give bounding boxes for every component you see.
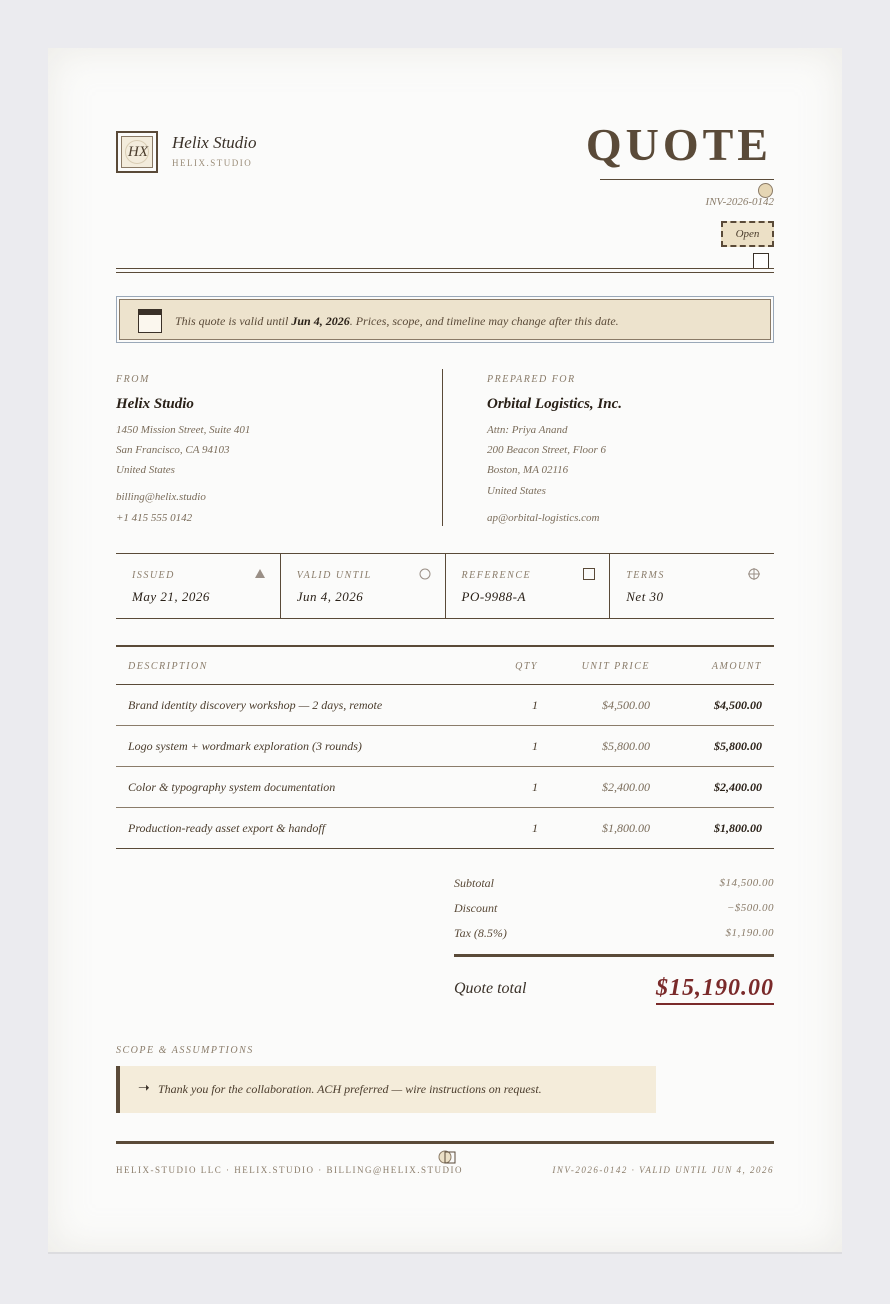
meta-reference: REFERENCE PO-9988-A	[446, 554, 611, 618]
footer-mark-icon	[438, 1150, 456, 1164]
footer-reference: INV-2026-0142 · VALID UNTIL JUN 4, 2026	[552, 1165, 774, 1175]
grand-total-label: Quote total	[454, 980, 527, 997]
table-row: Production-ready asset export & handoff 1 $1,800.00 $1,800.00	[116, 808, 774, 849]
footer-company: HELIX-STUDIO LLC · HELIX.STUDIO · BILLING@HELIX.STUDIO	[116, 1165, 463, 1175]
quote-page	[48, 48, 842, 1252]
square-icon	[583, 568, 595, 580]
grand-total-value: $15,190.00	[656, 973, 774, 1005]
title-rule	[600, 179, 774, 180]
header-divider	[116, 268, 774, 273]
notice-text: This quote is valid until Jun 4, 2026. Prices, scope, and timeline may change after this date.	[175, 314, 619, 328]
col-amount: AMOUNT	[711, 661, 762, 672]
scope-text: Thank you for the collaboration. ACH preferred — wire instructions on request.	[158, 1082, 542, 1096]
table-row: Logo system + wordmark exploration (3 rounds) 1 $5,800.00 $5,800.00	[116, 726, 774, 767]
from-name: Helix Studio	[116, 396, 194, 412]
from-email[interactable]: billing@helix.studio	[116, 491, 206, 503]
scope-note	[116, 1066, 656, 1113]
col-unit-price: UNIT PRICE	[581, 661, 650, 672]
validity-notice	[116, 296, 774, 343]
table-row: Brand identity discovery workshop — 2 days, remote 1 $4,500.00 $4,500.00	[116, 685, 774, 726]
quote-meta	[116, 553, 774, 619]
status-badge[interactable]: Open	[721, 221, 774, 247]
to-name: Orbital Logistics, Inc.	[487, 396, 623, 412]
document-number: INV-2026-0142	[705, 196, 774, 208]
col-qty: QTY	[515, 661, 538, 672]
to-label: PREPARED FOR	[487, 374, 576, 385]
tax-label: Tax (8.5%)	[454, 926, 507, 940]
from-contact	[116, 487, 206, 528]
footer-rule	[116, 1141, 774, 1144]
calendar-icon	[138, 309, 162, 333]
col-description: DESCRIPTION	[128, 661, 208, 672]
document-title: QUOTE	[585, 119, 772, 170]
to-email[interactable]: ap@orbital-logistics.com	[487, 512, 600, 524]
line-items-table	[116, 645, 774, 849]
party-divider	[442, 369, 443, 526]
scope-title: SCOPE & ASSUMPTIONS	[116, 1045, 254, 1056]
crosshair-icon	[748, 568, 760, 580]
brand-monogram: HX	[128, 144, 148, 160]
subtotal-label: Subtotal	[454, 876, 495, 890]
arrow-right-icon: ➝	[138, 1080, 150, 1096]
discount-value: −$500.00	[726, 902, 774, 914]
meta-valid-until: VALID UNTIL Jun 4, 2026	[281, 554, 446, 618]
meta-issued: ISSUED May 21, 2026	[116, 554, 281, 618]
circle-icon	[419, 568, 431, 580]
brand-domain: HELIX.STUDIO	[172, 158, 253, 168]
table-row: Color & typography system documentation 1 $2,400.00 $2,400.00	[116, 767, 774, 808]
select-checkbox[interactable]	[753, 253, 769, 269]
brand-name: Helix Studio	[172, 133, 257, 152]
notice-date: Jun 4, 2026	[291, 314, 350, 328]
to-address: Attn: Priya Anand 200 Beacon Street, Floor 6 Boston, MA 02116 United States	[487, 424, 607, 497]
from-label: FROM	[116, 374, 150, 385]
brand-logo	[116, 131, 158, 173]
subtotal-value: $14,500.00	[719, 877, 774, 889]
table-header	[116, 645, 774, 685]
triangle-icon	[254, 568, 266, 580]
tax-value: $1,190.00	[725, 927, 774, 939]
from-phone[interactable]: +1 415 555 0142	[116, 512, 193, 524]
totals-rule	[454, 954, 774, 957]
discount-label: Discount	[454, 901, 498, 915]
meta-terms: TERMS Net 30	[610, 554, 774, 618]
from-address: 1450 Mission Street, Suite 401 San Francisco, CA 94103 United States	[116, 424, 251, 476]
